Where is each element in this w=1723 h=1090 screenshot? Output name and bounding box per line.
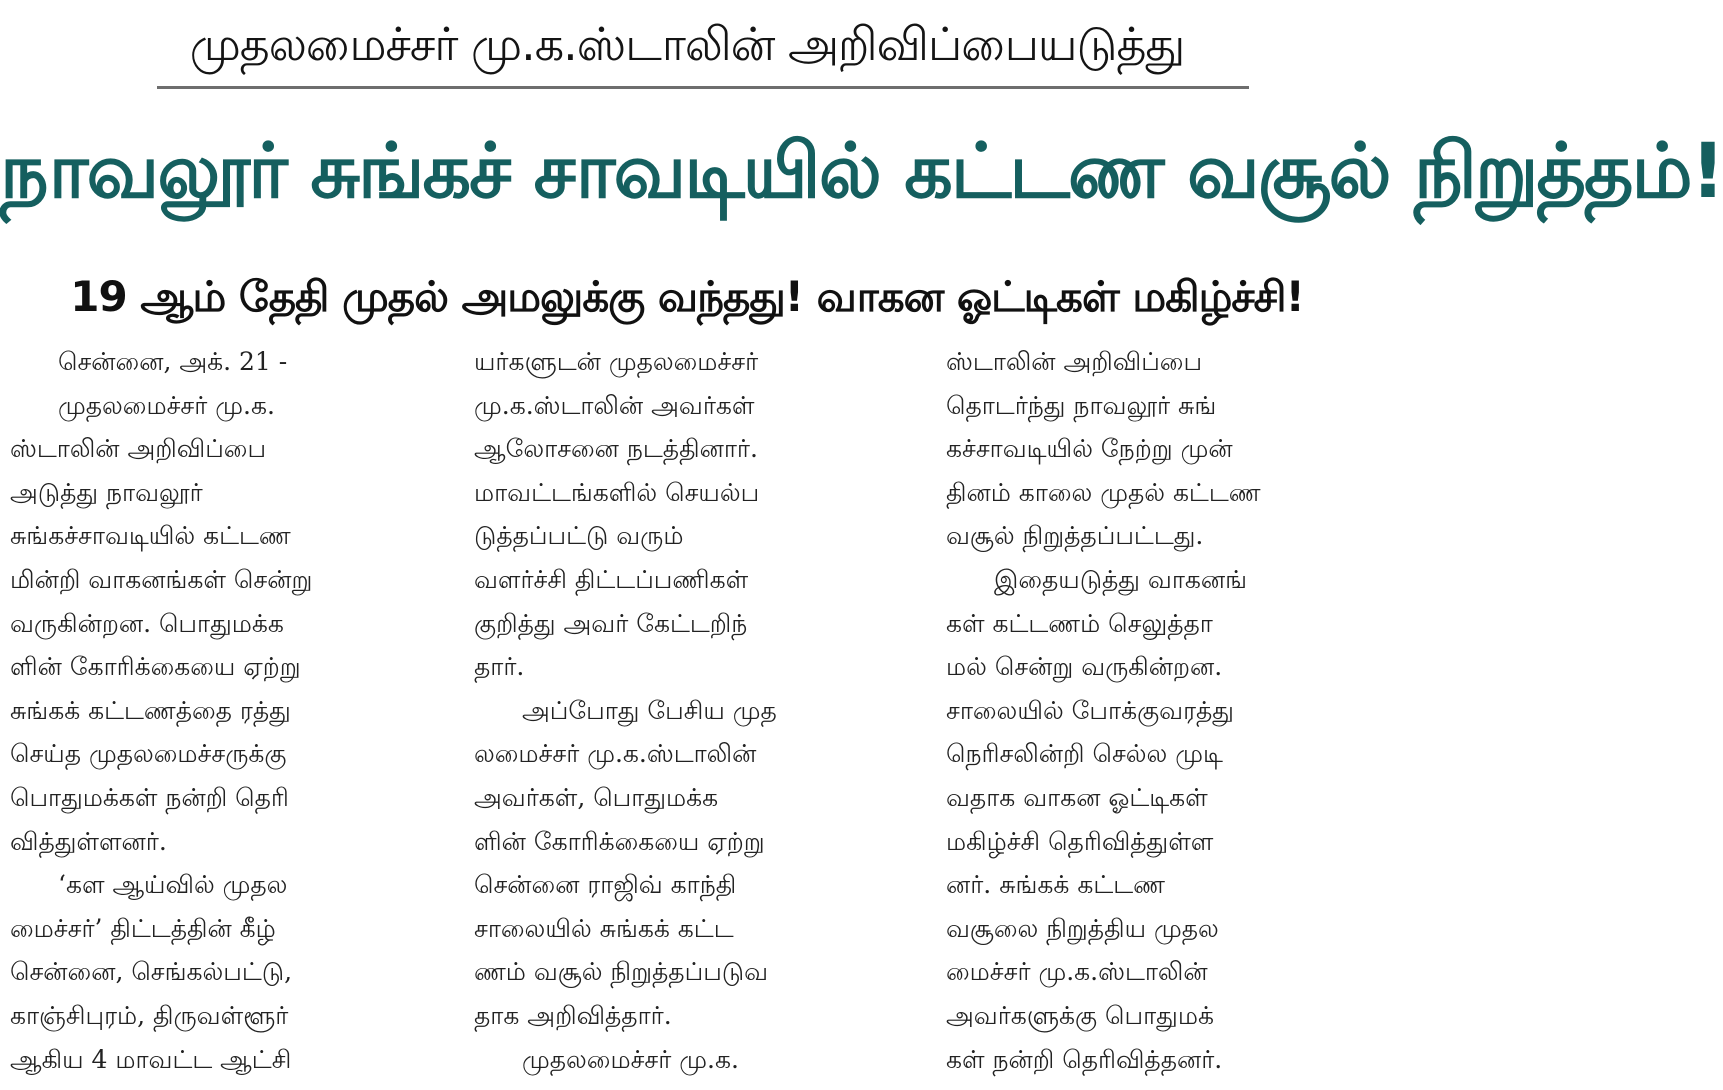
text-line: ஸ்டாலின் அறிவிப்பை bbox=[10, 434, 267, 464]
text-line: முதலமைச்சர் மு.க. bbox=[522, 1044, 739, 1074]
text-line: லமைச்சர் மு.க.ஸ்டாலின் bbox=[474, 739, 757, 769]
text-line: தினம் காலை முதல் கட்டண bbox=[946, 477, 1261, 507]
text-line: கள் கட்டணம் செலுத்தா bbox=[946, 608, 1213, 638]
article-column-2 bbox=[474, 340, 899, 1085]
main-headline: நாவலூர் சுங்கச் சாவடியில் கட்டண வசூல் நிறுத்தம்! bbox=[0, 126, 1723, 215]
text-line: தார். bbox=[474, 652, 525, 682]
text-line: சுங்கச்சாவடியில் கட்டண bbox=[10, 521, 291, 551]
text-line: வசூல் நிறுத்தப்பட்டது. bbox=[946, 521, 1204, 551]
text-line: வருகின்றன. பொதுமக்க bbox=[10, 608, 284, 638]
text-line: கள் நன்றி தெரிவித்தனர். bbox=[946, 1044, 1223, 1074]
text-line: அடுத்து நாவலூர் bbox=[10, 477, 203, 507]
text-line: வளர்ச்சி திட்டப்பணிகள் bbox=[474, 564, 749, 594]
text-line: கச்சாவடியில் நேற்று முன் bbox=[946, 434, 1233, 464]
text-line: சுங்கக் கட்டணத்தை ரத்து bbox=[10, 695, 291, 725]
text-line: மைச்சர்’ திட்டத்தின் கீழ் bbox=[10, 913, 276, 943]
text-line: முதலமைச்சர் மு.க. bbox=[58, 390, 275, 420]
text-line: யர்களுடன் முதலமைச்சர் bbox=[474, 347, 759, 376]
article-column-3 bbox=[946, 340, 1371, 1085]
text-line: வதாக வாகன ஓட்டிகள் bbox=[946, 782, 1208, 812]
text-line: காஞ்சிபுரம், திருவள்ளூர் bbox=[10, 1000, 289, 1030]
text-line: அப்போது பேசிய முத bbox=[522, 695, 777, 725]
text-line: நெரிசலின்றி செல்ல முடி bbox=[946, 739, 1223, 769]
text-line: ளின் கோரிக்கையை ஏற்று bbox=[10, 652, 301, 682]
article-column-1 bbox=[10, 340, 435, 1085]
text-line: சென்னை, அக். 21 - bbox=[58, 347, 288, 376]
text-line: மைச்சர் மு.க.ஸ்டாலின் bbox=[946, 957, 1208, 987]
text-line: சாலையில் சுங்கக் கட்ட bbox=[474, 913, 734, 943]
text-line: ‘கள ஆய்வில் முதல bbox=[58, 870, 288, 900]
text-line: ஆகிய 4 மாவட்ட ஆட்சி bbox=[10, 1044, 292, 1074]
text-line: சாலையில் போக்குவரத்து bbox=[946, 695, 1234, 725]
text-line: ளின் கோரிக்கையை ஏற்று bbox=[474, 826, 765, 856]
text-line: அவர்கள், பொதுமக்க bbox=[474, 782, 719, 812]
text-line: னர். சுங்கக் கட்டண bbox=[946, 870, 1165, 900]
text-line: குறித்து அவர் கேட்டறிந் bbox=[474, 608, 748, 638]
text-line: இதையடுத்து வாகனங் bbox=[994, 564, 1248, 594]
text-line: அவர்களுக்கு பொதுமக் bbox=[946, 1000, 1214, 1030]
text-line: தொடர்ந்து நாவலூர் சுங் bbox=[946, 390, 1217, 420]
text-line: பொதுமக்கள் நன்றி தெரி bbox=[10, 782, 289, 812]
text-line: வித்துள்ளனர். bbox=[10, 826, 167, 856]
kicker-divider bbox=[157, 86, 1249, 89]
text-line: மகிழ்ச்சி தெரிவித்துள்ள bbox=[946, 826, 1214, 856]
text-line: மல் சென்று வருகின்றன. bbox=[946, 652, 1223, 682]
text-line: செய்த முதலமைச்சருக்கு bbox=[10, 739, 287, 769]
text-line: ணம் வசூல் நிறுத்தப்படுவ bbox=[474, 957, 769, 987]
text-line: வசூலை நிறுத்திய முதல bbox=[946, 913, 1219, 943]
text-line: மின்றி வாகனங்கள் சென்று bbox=[10, 564, 313, 594]
sub-headline: 19 ஆம் தேதி முதல் அமலுக்கு வந்தது! வாகன ஓட்டிகள் மகிழ்ச்சி! bbox=[70, 272, 1304, 321]
kicker-headline: முதலமைச்சர் மு.க.ஸ்டாலின் அறிவிப்பையடுத்து bbox=[189, 17, 1185, 71]
text-line: டுத்தப்பட்டு வரும் bbox=[474, 521, 684, 551]
text-line: மு.க.ஸ்டாலின் அவர்கள் bbox=[474, 390, 755, 420]
text-line: சென்னை, செங்கல்பட்டு, bbox=[10, 957, 293, 987]
text-line: சென்னை ராஜிவ் காந்தி bbox=[474, 870, 737, 900]
text-line: மாவட்டங்களில் செயல்ப bbox=[474, 477, 760, 507]
text-line: ஆலோசனை நடத்தினார். bbox=[474, 434, 758, 464]
text-line: தாக அறிவித்தார். bbox=[474, 1000, 672, 1030]
text-line: ஸ்டாலின் அறிவிப்பை bbox=[946, 347, 1203, 376]
